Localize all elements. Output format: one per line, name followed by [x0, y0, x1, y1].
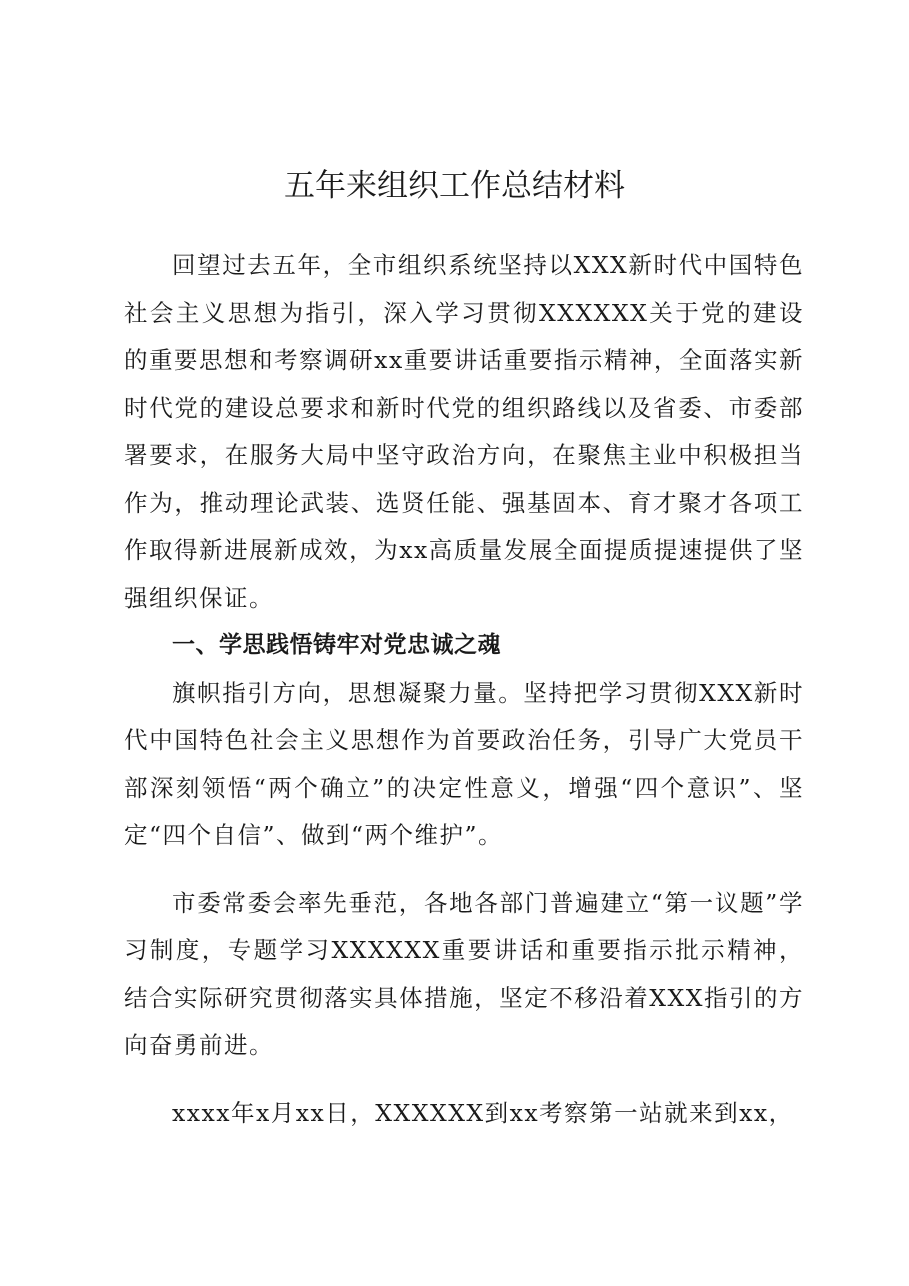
section-paragraph: 旗帜指引方向，思想凝聚力量。坚持把学习贯彻XXX新时代中国特色社会主义思想作为首要政治任务，引导广大党员干部深刻领悟“两个确立”的决定性意义，增强“四个意识”、坚定“四个自信”、做到“两个维护”。	[124, 678, 804, 849]
section-paragraph: xxxx年x月xx日，XXXXXX到xx考察第一站就来到xx，	[172, 1098, 794, 1127]
section-paragraph: 市委常委会率先垂范，各地各部门普遍建立“第一议题”学习制度，专题学习XXXXXX重要讲话和重要指示批示精神，结合实际研究贯彻落实具体措施，坚定不移沿着XXX指引的方向奋勇前进。	[124, 888, 804, 1059]
document-body	[124, 242, 804, 1137]
document-title: 五年来组织工作总结材料	[284, 168, 625, 204]
intro-paragraph: 回望过去五年，全市组织系统坚持以XXX新时代中国特色社会主义思想为指引，深入学习贯彻XXXXXX关于党的建设的重要思想和考察调研xx重要讲话重要指示精神，全面落实新时代党的建设总要求和新时代党的组织路线以及省委、市委部署要求，在服务大局中坚守政治方向，在聚焦主业中积极担当作为，推动理论武装、选贤任能、强基固本、育才聚才各项工作取得新进展新成效，为xx高质量发展全面提质提速提供了坚强组织保证。	[124, 251, 804, 612]
section-heading: 一、学思践悟铸牢对党忠诚之魂	[172, 632, 501, 658]
